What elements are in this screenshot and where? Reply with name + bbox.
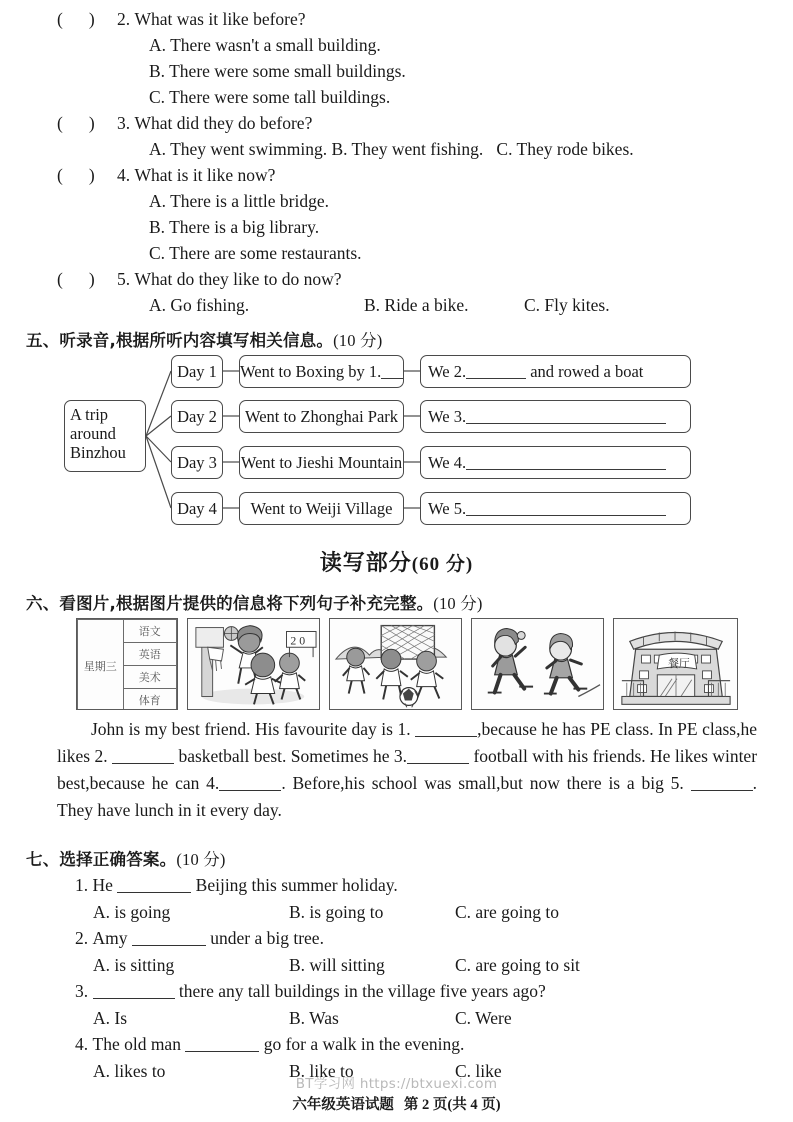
section-five-score: (10 分) <box>333 331 383 350</box>
footer-page: 第 2 页(共 4 页) <box>403 1097 501 1113</box>
question-number: 4. <box>117 165 131 185</box>
option-label[interactable]: A. is sitting <box>93 954 175 975</box>
question-row <box>57 978 757 1005</box>
question-number: 2. <box>117 9 131 29</box>
canteen-sign-text: 餐厅 <box>668 656 690 670</box>
section-six-title: 六、看图片,根据图片提供的信息将下列句子补充完整。 <box>26 594 434 613</box>
part-title-text: 读写部分 <box>319 551 412 576</box>
trip-mindmap <box>57 352 757 537</box>
day-node <box>171 446 223 479</box>
answer-prefix: We 2. <box>428 362 467 381</box>
question-number: 4. <box>75 1034 89 1054</box>
option-label[interactable]: C. Were <box>455 1007 512 1028</box>
cloze-text: . Before,his school was small,but now there is a big 5. <box>281 773 684 793</box>
answer-node <box>420 446 691 479</box>
cloze-text: football with his friends. He likes winter best,because he can 4. <box>57 746 758 793</box>
timetable-day: 星期三 <box>78 620 124 711</box>
timetable <box>77 619 177 710</box>
bracket-right: ) <box>88 113 95 133</box>
answer-blank[interactable] <box>132 932 206 946</box>
option-label: C. There are some restaurants. <box>149 243 362 263</box>
answer-bracket[interactable] <box>57 266 117 292</box>
question-stem-before: The old man <box>92 1034 181 1054</box>
activity-text: Went to Boxing by 1. <box>240 362 382 381</box>
question-row <box>57 1031 757 1058</box>
cloze-paragraph <box>57 716 757 824</box>
answer-prefix: We 4. <box>428 453 467 472</box>
football-scene-icon <box>330 619 461 709</box>
cloze-text: ,because he has PE class. In PE class,he likes 2. <box>57 719 758 766</box>
question-stem-after: go for a walk in the evening. <box>263 1034 465 1054</box>
question-row <box>57 110 757 136</box>
option-label[interactable]: A. Is <box>93 1007 128 1028</box>
option-label[interactable]: C. are going to sit <box>455 954 580 975</box>
answer-node <box>420 400 691 433</box>
answer-prefix: We 5. <box>428 499 467 518</box>
option-row <box>57 1005 757 1032</box>
option-label[interactable]: A. is going <box>93 901 171 922</box>
option-row <box>57 952 757 979</box>
timetable-subject: 英语 <box>123 643 176 666</box>
answer-blank[interactable] <box>117 879 191 893</box>
activity-node <box>239 355 404 388</box>
page-footer <box>0 1093 793 1114</box>
option-row[interactable] <box>57 58 757 84</box>
option-label: A. There wasn't a small building. <box>149 35 381 55</box>
activity-node <box>239 446 404 479</box>
answer-blank[interactable] <box>185 1038 259 1052</box>
basketball-picture <box>187 618 320 710</box>
day-node <box>171 400 223 433</box>
section-five-heading <box>26 327 382 351</box>
option-row <box>57 899 757 926</box>
question-number: 3. <box>75 981 89 1001</box>
question-number: 5. <box>117 269 131 289</box>
bracket-left: ( <box>57 165 63 185</box>
option-row-inline <box>57 292 757 318</box>
activity-node <box>239 400 404 433</box>
question-row <box>57 925 757 952</box>
option-label: C. There were some tall buildings. <box>149 87 391 107</box>
option-label[interactable]: A. They went swimming. <box>149 139 328 159</box>
option-row[interactable] <box>57 240 757 266</box>
answer-blank[interactable] <box>466 502 666 516</box>
question-stem-after: Beijing this summer holiday. <box>195 875 398 895</box>
skating-picture <box>471 618 604 710</box>
cloze-blank-5[interactable] <box>691 777 753 791</box>
option-label[interactable]: A. Go fishing. <box>149 295 250 315</box>
option-row[interactable] <box>57 84 757 110</box>
activity-text: Went to Zhonghai Park <box>244 407 399 426</box>
day-label: Day 3 <box>177 453 217 472</box>
day-node <box>171 355 223 388</box>
option-label[interactable]: B. is going to <box>289 901 384 922</box>
part-title <box>0 546 793 577</box>
question-text: What is it like now? <box>134 165 276 185</box>
cloze-blank-1[interactable] <box>415 723 477 737</box>
section-seven-heading <box>26 846 226 870</box>
answer-node <box>420 355 691 388</box>
activity-text: Went to Jieshi Mountain <box>240 453 403 472</box>
option-row[interactable] <box>57 32 757 58</box>
cloze-blank-3[interactable] <box>407 750 469 764</box>
activity-text: Went to Weiji Village <box>250 499 393 518</box>
option-label[interactable]: B. Was <box>289 1007 339 1028</box>
picture-strip <box>76 618 738 710</box>
section-six-heading <box>26 590 483 614</box>
timetable-subject: 美术 <box>123 666 176 689</box>
canteen-building-icon <box>614 619 737 709</box>
listening-mc-block <box>57 6 757 318</box>
ice-skating-scene-icon <box>472 619 603 709</box>
answer-bracket[interactable] <box>57 110 117 136</box>
section-five-title: 五、听录音,根据所听内容填写相关信息。 <box>26 331 334 350</box>
timetable-picture <box>76 618 178 710</box>
part-title-score: (60 分) <box>411 554 474 575</box>
option-label[interactable]: C. Fly kites. <box>524 295 610 315</box>
day-label: Day 1 <box>177 362 217 381</box>
option-label: B. There were some small buildings. <box>149 61 406 81</box>
answer-blank[interactable] <box>93 985 175 999</box>
option-label[interactable]: B. They went fishing. <box>331 139 484 159</box>
option-label[interactable]: C. are going to <box>455 901 560 922</box>
option-row[interactable] <box>57 214 757 240</box>
grammar-mc-block <box>57 872 757 1084</box>
day-node <box>171 492 223 525</box>
option-label[interactable]: C. They rode bikes. <box>496 139 634 159</box>
cloze-blank-4[interactable] <box>219 777 281 791</box>
question-stem-after: there any tall buildings in the village five years ago? <box>178 981 546 1001</box>
question-text: What do they like to do now? <box>134 269 342 289</box>
section-seven-score: (10 分) <box>176 850 226 869</box>
option-label[interactable]: C. like <box>455 1060 502 1081</box>
option-label[interactable]: B. Ride a bike. <box>364 295 469 315</box>
basketball-scene-icon <box>188 619 319 709</box>
answer-prefix: We 3. <box>428 407 467 426</box>
answer-blank[interactable] <box>466 365 526 379</box>
option-label[interactable]: B. like to <box>289 1060 354 1081</box>
activity-node <box>239 492 404 525</box>
question-stem-before: Amy <box>92 928 128 948</box>
bracket-right: ) <box>88 165 95 185</box>
bracket-left: ( <box>57 113 63 133</box>
question-number: 3. <box>117 113 131 133</box>
center-line-1: A trip <box>70 405 109 424</box>
option-label: A. There is a little bridge. <box>149 191 329 211</box>
question-number: 2. <box>75 928 89 948</box>
option-row[interactable] <box>57 188 757 214</box>
canteen-picture <box>613 618 738 710</box>
cloze-text: John is my best friend. His favourite day is 1. <box>91 719 411 739</box>
answer-blank[interactable] <box>466 456 666 470</box>
question-row <box>57 162 757 188</box>
scoreboard-value: 2 0 <box>290 633 306 648</box>
question-text: What was it like before? <box>134 9 306 29</box>
option-label[interactable]: B. will sitting <box>289 954 385 975</box>
answer-blank[interactable] <box>466 410 666 424</box>
timetable-subject: 语文 <box>123 620 176 643</box>
question-row <box>57 6 757 32</box>
center-line-2: around <box>70 424 116 443</box>
answer-node <box>420 492 691 525</box>
answer-bracket[interactable] <box>57 6 117 32</box>
section-six-score: (10 分) <box>433 594 483 613</box>
cloze-blank-2[interactable] <box>112 750 174 764</box>
bracket-left: ( <box>57 269 63 289</box>
question-row <box>57 266 757 292</box>
option-label[interactable]: A. likes to <box>93 1060 166 1081</box>
timetable-subject: 体育 <box>123 689 176 711</box>
question-stem-after: under a big tree. <box>210 928 324 948</box>
day-label: Day 2 <box>177 407 217 426</box>
option-row-inline <box>57 136 757 162</box>
answer-suffix: and rowed a boat <box>530 362 644 381</box>
site-watermark: BT学习网 https://btxuexi.com <box>295 1076 498 1092</box>
mindmap-center-node <box>64 400 146 472</box>
football-picture <box>329 618 462 710</box>
question-text: What did they do before? <box>134 113 313 133</box>
bracket-right: ) <box>88 269 95 289</box>
question-number: 1. <box>75 875 89 895</box>
question-stem-before: He <box>92 875 113 895</box>
question-row <box>57 872 757 899</box>
answer-bracket[interactable] <box>57 162 117 188</box>
answer-blank[interactable] <box>381 365 403 379</box>
bracket-right: ) <box>88 9 95 29</box>
cloze-text: basketball best. Sometimes he 3. <box>178 746 408 766</box>
footer-subject: 六年级英语试题 <box>292 1097 394 1113</box>
day-label: Day 4 <box>177 499 217 518</box>
center-line-3: Binzhou <box>70 443 126 462</box>
cloze-text: . They have lunch in it every day. <box>57 773 757 820</box>
option-label: B. There is a big library. <box>149 217 320 237</box>
bracket-left: ( <box>57 9 63 29</box>
section-seven-title: 七、选择正确答案。 <box>26 850 177 869</box>
